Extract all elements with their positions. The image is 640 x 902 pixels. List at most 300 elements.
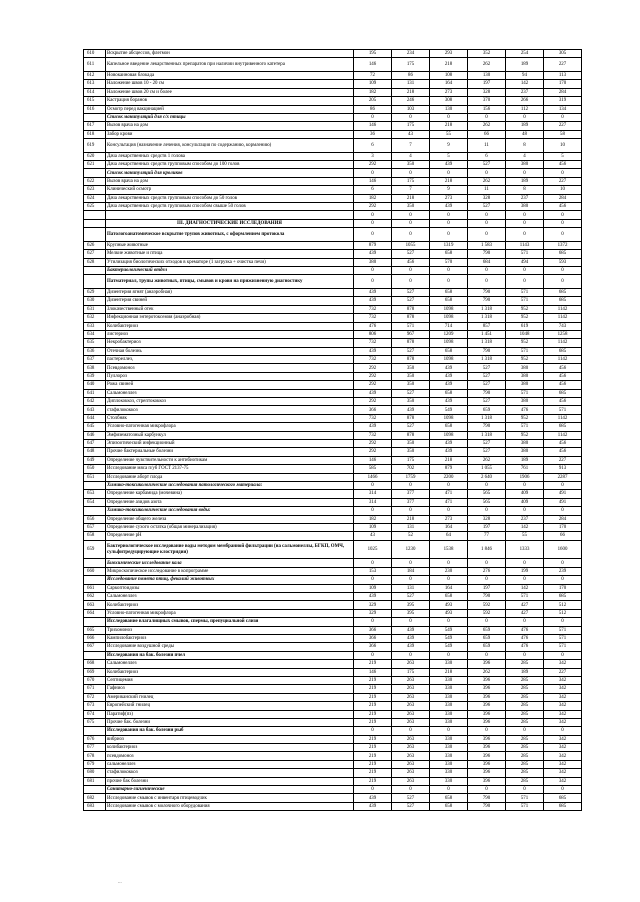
service-name: Консультация (назначение лечения, консультация по содержанию, кормлению) (106, 139, 354, 153)
price-cell: 0 (354, 211, 392, 219)
price-cell: 395 (392, 601, 430, 609)
price-cell: 396 (468, 752, 506, 760)
price-cell: 0 (468, 651, 506, 659)
price-cell: 439 (354, 347, 392, 355)
price-cell: 658 (430, 802, 468, 810)
price-cell: 0 (392, 211, 430, 219)
price-cell: 0 (392, 559, 430, 567)
table-row (84, 113, 582, 121)
price-cell: 329 (354, 609, 392, 617)
table-row (84, 297, 582, 305)
price-cell: 396 (468, 676, 506, 684)
price-cell: 476 (506, 643, 544, 651)
price-cell: 0 (506, 211, 544, 219)
price-cell: 292 (354, 203, 392, 211)
price-cell: 565 (468, 498, 506, 506)
price-cell: 0 (430, 727, 468, 735)
table-row (84, 58, 582, 72)
table-row (84, 668, 582, 676)
price-cell: 292 (354, 372, 392, 380)
row-number: 633 (84, 322, 106, 330)
price-cell: 0 (392, 727, 430, 735)
service-name: Дача лекарственных средств групповым способом до 100 голов (106, 161, 354, 169)
price-cell: 0 (430, 618, 468, 626)
price-cell: 0 (468, 169, 506, 177)
table-row (84, 735, 582, 743)
price-cell: 219 (354, 735, 392, 743)
table-row (84, 322, 582, 330)
price-cell: 396 (468, 760, 506, 768)
row-number (84, 266, 106, 274)
table-row (84, 161, 582, 169)
price-cell: 439 (392, 626, 430, 634)
table-row (84, 364, 582, 372)
row-number: 670 (84, 676, 106, 684)
price-cell: 879 (430, 465, 468, 473)
price-cell: 0 (544, 228, 582, 242)
price-cell: 342 (544, 769, 582, 777)
price-cell: 658 (430, 593, 468, 601)
price-cell: 377 (392, 490, 430, 498)
price-cell: 570 (430, 258, 468, 266)
row-number: 667 (84, 643, 106, 651)
price-cell: 263 (392, 660, 430, 668)
price-cell: 732 (354, 356, 392, 364)
price-cell: 266 (506, 97, 544, 105)
table-row (84, 50, 582, 58)
service-name: Исследование мяса п/уб ГОСТ 2137-75 (106, 465, 354, 473)
service-name: Санитарно-гигиенические (106, 786, 354, 794)
price-cell: 189 (506, 122, 544, 130)
row-number: 626 (84, 241, 106, 249)
price-cell: 292 (354, 440, 392, 448)
price-cell: 439 (392, 635, 430, 643)
table-row (84, 347, 582, 355)
price-cell: 0 (506, 228, 544, 242)
price-cell: 285 (506, 777, 544, 785)
price-cell: 1 318 (468, 414, 506, 422)
row-number: 654 (84, 498, 106, 506)
price-cell: 218 (430, 122, 468, 130)
service-name: Столбняк (106, 414, 354, 422)
table-row (84, 431, 582, 439)
row-number: 668 (84, 660, 106, 668)
price-cell: 913 (544, 465, 582, 473)
price-cell: 491 (544, 490, 582, 498)
price-cell: 0 (468, 275, 506, 289)
price-cell: 1600 (544, 540, 582, 559)
price-cell: 571 (506, 347, 544, 355)
price-cell: 0 (430, 219, 468, 227)
price-cell: 146 (354, 122, 392, 130)
price-cell: 380 (506, 398, 544, 406)
price-cell: 77 (468, 532, 506, 540)
price-cell: 396 (468, 769, 506, 777)
service-name: Определение карбамида (мочевина) (106, 490, 354, 498)
service-name: Вскрытие абсцессов, флегмон (106, 50, 354, 58)
price-cell: 189 (506, 177, 544, 185)
price-cell: 342 (544, 710, 582, 718)
price-cell: 527 (392, 389, 430, 397)
table-row (84, 481, 582, 489)
service-name: Дача лекарственных средств групповым способом до 50 голов (106, 194, 354, 202)
table-row (84, 356, 582, 364)
price-cell: 263 (392, 693, 430, 701)
price-cell: 0 (544, 559, 582, 567)
price-cell: 0 (544, 481, 582, 489)
table-row (84, 203, 582, 211)
price-cell: 305 (544, 50, 582, 58)
price-cell: 0 (506, 275, 544, 289)
price-cell: 790 (468, 288, 506, 296)
price-cell: 439 (392, 406, 430, 414)
price-cell: 1098 (430, 339, 468, 347)
price-cell: 7 (392, 186, 430, 194)
price-cell: 377 (392, 498, 430, 506)
price-cell: 0 (506, 219, 544, 227)
price-cell: 36 (354, 130, 392, 138)
price-cell: 0 (506, 559, 544, 567)
price-cell: 952 (506, 305, 544, 313)
price-cell: 6 (468, 152, 506, 160)
price-cell: 1143 (506, 241, 544, 249)
price-cell: 761 (506, 465, 544, 473)
price-cell: 527 (468, 161, 506, 169)
price-cell: 319 (544, 97, 582, 105)
price-cell: 0 (544, 618, 582, 626)
price-cell: 396 (468, 685, 506, 693)
price-cell: 263 (392, 718, 430, 726)
table-row (84, 702, 582, 710)
price-cell: 0 (544, 576, 582, 584)
price-cell: 370 (468, 97, 506, 105)
price-cell: 1759 (392, 473, 430, 481)
price-cell: 6 (354, 186, 392, 194)
price-cell: 262 (468, 668, 506, 676)
price-cell: 0 (392, 266, 430, 274)
row-number: 661 (84, 584, 106, 592)
service-name: сальмонеллез (106, 760, 354, 768)
price-cell: 227 (544, 177, 582, 185)
price-cell: 350 (392, 398, 430, 406)
table-row (84, 275, 582, 289)
price-cell: 1258 (544, 330, 582, 338)
price-cell: 219 (354, 693, 392, 701)
price-cell: 0 (430, 507, 468, 515)
price-cell: 732 (354, 414, 392, 422)
price-cell: 1142 (544, 314, 582, 322)
price-cell: 1142 (544, 305, 582, 313)
service-name: Трихомоноз (106, 626, 354, 634)
price-cell: 0 (430, 275, 468, 289)
price-cell: 1 451 (468, 330, 506, 338)
price-cell: 952 (506, 414, 544, 422)
service-name: Инфекционная энтеротоксемия (анаэробная) (106, 314, 354, 322)
price-cell: 0 (354, 169, 392, 177)
price-cell: 86 (392, 71, 430, 79)
price-cell: 1 583 (468, 241, 506, 249)
row-number: 621 (84, 161, 106, 169)
price-cell: 146 (354, 456, 392, 464)
service-name: Отечная болезнь (106, 347, 354, 355)
price-cell: 0 (392, 576, 430, 584)
price-cell: 366 (354, 626, 392, 634)
service-name: Сальмонеллез (106, 593, 354, 601)
price-cell: 293 (430, 50, 468, 58)
price-cell: 109 (354, 80, 392, 88)
price-cell: 732 (354, 339, 392, 347)
row-number: 650 (84, 465, 106, 473)
price-cell: 292 (354, 448, 392, 456)
price-cell: 380 (506, 364, 544, 372)
price-cell: 439 (354, 288, 392, 296)
price-cell: 790 (468, 802, 506, 810)
price-cell: 439 (354, 423, 392, 431)
price-cell: 0 (354, 113, 392, 121)
price-cell: 131 (392, 523, 430, 531)
table-row (84, 71, 582, 79)
price-cell: 0 (430, 576, 468, 584)
price-cell: 0 (544, 786, 582, 794)
price-cell: 790 (468, 389, 506, 397)
price-cell: 0 (544, 266, 582, 274)
service-name: стафилококкоз (106, 406, 354, 414)
price-cell: 659 (468, 635, 506, 643)
price-cell: 8 (506, 139, 544, 153)
price-cell: 527 (392, 288, 430, 296)
price-cell: 571 (506, 389, 544, 397)
price-cell: 170 (544, 584, 582, 592)
table-row (84, 448, 582, 456)
price-cell: 342 (544, 744, 582, 752)
service-name: Дизентерия ягнят (анаэробная) (106, 288, 354, 296)
table-row (84, 440, 582, 448)
price-cell: 806 (354, 330, 392, 338)
price-cell: 0 (468, 481, 506, 489)
service-name: Забор крови (106, 130, 354, 138)
price-cell: 396 (468, 735, 506, 743)
price-cell: 395 (392, 609, 430, 617)
price-cell: 0 (430, 169, 468, 177)
price-cell: 197 (468, 584, 506, 592)
row-number: 653 (84, 490, 106, 498)
price-cell: 456 (544, 440, 582, 448)
price-cell: 493 (430, 609, 468, 617)
row-number: 627 (84, 250, 106, 258)
price-cell: 491 (544, 498, 582, 506)
service-name (106, 211, 354, 219)
row-number: 669 (84, 668, 106, 676)
table-row (84, 169, 582, 177)
price-cell: 456 (544, 448, 582, 456)
service-name: Дизентерия свиней (106, 297, 354, 305)
price-cell: 439 (430, 398, 468, 406)
service-name: Мелкие животные и птица (106, 250, 354, 258)
price-cell: 205 (354, 97, 392, 105)
price-cell: 0 (468, 559, 506, 567)
price-cell: 0 (506, 266, 544, 274)
price-cell: 527 (468, 372, 506, 380)
price-cell: 0 (392, 786, 430, 794)
price-cell: 218 (430, 177, 468, 185)
price-cell: 328 (468, 88, 506, 96)
price-cell: 380 (506, 381, 544, 389)
price-cell: 4 (392, 152, 430, 160)
price-cell: 0 (430, 481, 468, 489)
table-row (84, 139, 582, 153)
price-cell: 790 (468, 794, 506, 802)
price-cell: 409 (506, 498, 544, 506)
service-name: Гафниоз (106, 685, 354, 693)
price-cell: 330 (430, 718, 468, 726)
price-cell: 230 (430, 567, 468, 575)
price-cell: 571 (506, 250, 544, 258)
service-name: III. ДИАГНОСТИЧЕСКИЕ ИССЛЕДОВАНИЯ (106, 219, 354, 227)
table-row (84, 152, 582, 160)
price-cell: 10 (544, 186, 582, 194)
price-cell: 439 (354, 297, 392, 305)
price-cell: 273 (430, 88, 468, 96)
price-cell: 593 (544, 258, 582, 266)
table-row (84, 660, 582, 668)
price-cell: 0 (468, 576, 506, 584)
price-cell: 857 (468, 322, 506, 330)
table-row (84, 540, 582, 559)
table-row (84, 618, 582, 626)
price-cell: 0 (354, 651, 392, 659)
price-cell: 3 (354, 152, 392, 160)
price-cell: 0 (354, 559, 392, 567)
table-row (84, 752, 582, 760)
price-cell: 685 (544, 423, 582, 431)
price-cell: 571 (506, 802, 544, 810)
price-cell: 4 (506, 152, 544, 160)
service-name: Патологоанатомическое вскрытие трупов животных, с оформлением протокола (106, 228, 354, 242)
row-number (84, 618, 106, 626)
price-cell: 396 (468, 702, 506, 710)
row-number: 649 (84, 456, 106, 464)
price-cell: 218 (392, 515, 430, 523)
row-number: 616 (84, 105, 106, 113)
service-name: Кастрация боранов (106, 97, 354, 105)
price-cell: 0 (506, 651, 544, 659)
price-cell: 175 (392, 58, 430, 72)
price-cell: 0 (468, 228, 506, 242)
price-cell: 0 (430, 786, 468, 794)
price-cell: 263 (392, 735, 430, 743)
price-cell: 527 (392, 593, 430, 601)
row-number (84, 559, 106, 567)
price-cell: 685 (544, 297, 582, 305)
price-cell: 571 (544, 406, 582, 414)
price-cell: 743 (544, 322, 582, 330)
service-name: Исследование влагалищных смывов, спермы, препуциальной слизи (106, 618, 354, 626)
price-cell: 527 (392, 794, 430, 802)
service-name: Бактериологический отдел (106, 266, 354, 274)
price-cell: 0 (468, 219, 506, 227)
price-cell: 527 (468, 448, 506, 456)
service-name: Некробактериоз (106, 339, 354, 347)
service-name: Биохимические исследование кала (106, 559, 354, 567)
price-cell: 1 318 (468, 339, 506, 347)
service-name: Список манипуляций для кроликов (106, 169, 354, 177)
price-cell: 109 (354, 523, 392, 531)
price-cell: 330 (430, 769, 468, 777)
row-number: 623 (84, 186, 106, 194)
row-number: 665 (84, 626, 106, 634)
price-cell: 1055 (392, 241, 430, 249)
price-cell: 263 (392, 777, 430, 785)
price-cell: 396 (468, 744, 506, 752)
price-cell: 218 (392, 194, 430, 202)
price-cell: 9 (430, 186, 468, 194)
price-cell: 342 (544, 693, 582, 701)
row-number: 681 (84, 777, 106, 785)
price-cell: 549 (430, 626, 468, 634)
price-cell: 285 (506, 660, 544, 668)
price-cell: 263 (392, 752, 430, 760)
price-cell: 94 (506, 71, 544, 79)
price-cell: 7 (392, 139, 430, 153)
price-cell: 189 (506, 668, 544, 676)
row-number: 610 (84, 50, 106, 58)
price-cell: 0 (392, 651, 430, 659)
row-number (84, 211, 106, 219)
price-cell: 156 (468, 105, 506, 113)
price-cell: 659 (468, 406, 506, 414)
table-row (84, 372, 582, 380)
service-name: Исследования на бак. болезни пчел (106, 651, 354, 659)
price-cell: 732 (354, 314, 392, 322)
price-cell: 456 (544, 364, 582, 372)
price-cell: 0 (430, 651, 468, 659)
price-cell: 0 (544, 727, 582, 735)
service-name: листериоз (106, 330, 354, 338)
price-cell: 292 (354, 381, 392, 389)
price-cell: 330 (430, 702, 468, 710)
price-cell: 175 (392, 177, 430, 185)
row-number: 671 (84, 685, 106, 693)
price-cell: 1098 (430, 314, 468, 322)
service-name: Злокачественный отек (106, 305, 354, 313)
row-number: 646 (84, 431, 106, 439)
price-cell: 0 (468, 211, 506, 219)
price-cell: 350 (392, 440, 430, 448)
table-row (84, 601, 582, 609)
price-cell: 527 (468, 203, 506, 211)
table-row (84, 219, 582, 227)
price-cell: 284 (544, 194, 582, 202)
table-row (84, 523, 582, 531)
table-row (84, 760, 582, 768)
price-cell: 439 (430, 372, 468, 380)
price-cell: 219 (354, 660, 392, 668)
price-cell: 314 (354, 498, 392, 506)
price-cell: 9 (430, 139, 468, 153)
service-name: Новокаиновая блокада (106, 71, 354, 79)
price-cell: 592 (468, 609, 506, 617)
table-row (84, 406, 582, 414)
price-cell: 790 (468, 297, 506, 305)
price-cell: 0 (430, 211, 468, 219)
price-cell: 380 (506, 448, 544, 456)
table-row (84, 802, 582, 810)
price-cell: 66 (544, 532, 582, 540)
price-cell: 685 (544, 794, 582, 802)
service-name: Исследование смывов с инвентаря птицеводчик (106, 794, 354, 802)
price-cell: 284 (544, 88, 582, 96)
price-cell: 219 (354, 676, 392, 684)
